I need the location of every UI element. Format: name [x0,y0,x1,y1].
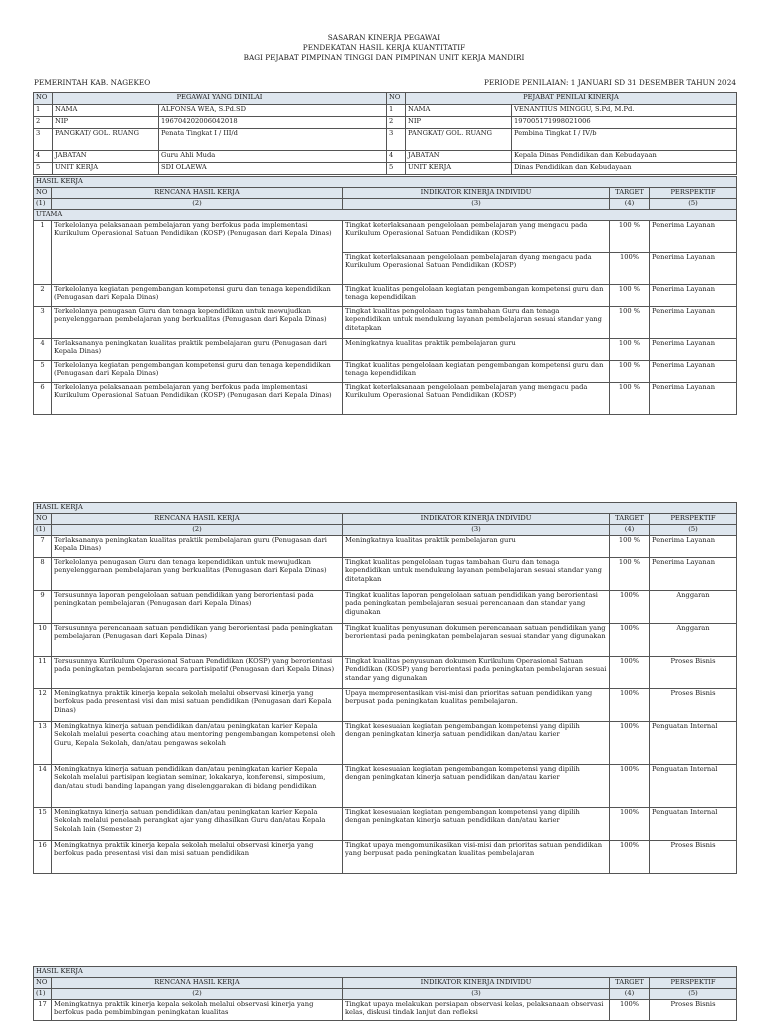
section-title: HASIL KERJA [34,503,737,514]
row-target: 100% [610,1000,650,1021]
col-rhk: RENCANA HASIL KERJA [52,514,343,525]
row-target: 100% [610,841,650,874]
section-title: HASIL KERJA [34,177,737,188]
row-perspektif: Proses Bisnis [650,1000,737,1021]
id-row-no: 2 [387,117,406,129]
table-row [34,841,737,874]
col-no: NO [34,188,52,199]
row-iki: Tingkat kesesuaian kegiatan pengembangan kompetensi yang dipilih dengan peningkatan kinerja satuan pendidikan dan/atau karier [343,808,610,841]
row-perspektif: Proses Bisnis [650,657,737,689]
table-row [34,307,737,339]
government-label: PEMERINTAH KAB. NAGEKEO [34,78,151,87]
table-row [34,624,737,657]
row-perspektif: Penerima Layanan [650,361,737,383]
document-subtitle: PENDEKATAN HASIL KERJA KUANTITATIF [302,43,466,52]
assessor-nip: 197005171998021006 [512,117,737,129]
col-rhk: RENCANA HASIL KERJA [52,978,343,989]
row-target: 100% [610,657,650,689]
col-num: (1) [34,525,52,536]
id-row-no: 1 [34,105,53,117]
id-row-label: PANGKAT/ GOL. RUANG [406,129,512,151]
row-no: 5 [34,361,52,383]
id-row-no: 3 [387,129,406,151]
row-rhk: Tersusunnya laporan pengelolaan satuan pendidikan yang berorientasi pada peningkatan pembelajaran (Penugasan dari Kepala Dinas) [52,591,343,624]
col-iki: INDIKATOR KINERJA INDIVIDU [343,978,610,989]
row-no: 12 [34,689,52,722]
row-rhk: Terlaksananya peningkatan kualitas praktik pembelajaran guru (Penugasan dari Kepala Dinas) [52,536,343,558]
row-iki: Tingkat upaya melakukan persiapan observasi kelas, pelaksanaan observasi kelas, diskusi tindak lanjut dan refleksi [343,1000,610,1021]
id-row-no: 5 [387,163,406,175]
col-iki: INDIKATOR KINERJA INDIVIDU [343,188,610,199]
row-no: 17 [34,1000,52,1021]
row-no: 2 [34,285,52,307]
row-iki: Tingkat kesesuaian kegiatan pengembangan kompetensi yang dipilih dengan peningkatan kinerja satuan pendidikan dan/atau karier [343,722,610,765]
id-row-no: 2 [34,117,53,129]
row-rhk: Tersusunnya perencanaan satuan pendidikan yang berorientasi pada peningkatan pembelajaran (Penugasan dari Kepala Dinas) [52,624,343,657]
row-perspektif: Penerima Layanan [650,558,737,591]
row-perspektif: Anggaran [650,624,737,657]
table-row [34,591,737,624]
id-row-no: 1 [387,105,406,117]
col-target: TARGET [610,188,650,199]
table-row [34,536,737,558]
id-row-no: 4 [387,151,406,163]
table-row [34,221,737,253]
identity-table [33,92,737,175]
row-target: 100 % [610,285,650,307]
employee-position: Guru Ahli Muda [159,151,387,163]
col-no: NO [34,978,52,989]
row-iki: Tingkat upaya mengomunikasikan visi-misi dan prioritas satuan pendidikan yang berpusat pada peningkatan kualitas pembelajaran [343,841,610,874]
col-rhk: RENCANA HASIL KERJA [52,188,343,199]
row-iki: Meningkatnya kualitas praktik pembelajaran guru [343,536,610,558]
col-num: (2) [52,989,343,1000]
table-row [34,1000,737,1021]
id-row-label: JABATAN [53,151,159,163]
row-target: 100 % [610,307,650,339]
row-iki: Tingkat keterlaksanaan pengelolaan pembelajaran yang mengacu pada Kurikulum Operasional Satuan Pendidikan (KOSP) [343,383,610,415]
row-target: 100% [610,722,650,765]
row-iki: Upaya mempresentasikan visi-misi dan prioritas satuan pendidikan yang berpusat pada peningkatan kualitas pembelajaran. [343,689,610,722]
assessor-rank: Pembina Tingkat I / IV/b [512,129,737,151]
row-rhk: Meningkatnya praktik kinerja kepala sekolah melalui observasi kinerja yang berfokus pada presentasi visi dan misi satuan pendidikan [52,841,343,874]
col-num: (4) [610,525,650,536]
col-perspektif: PERSPEKTIF [650,188,737,199]
results-table-2 [33,502,737,874]
row-no: 13 [34,722,52,765]
row-rhk: Tersusunnya Kurikulum Operasional Satuan Pendidikan (KOSP) yang berorientasi pada peningkatan pembelajaran secara partisipatif (Penugasan dari Kepala Dinas) [52,657,343,689]
id-row-no: 3 [34,129,53,151]
col-num: (5) [650,199,737,210]
row-perspektif: Penerima Layanan [650,221,737,253]
row-rhk: Meningkatnya kinerja satuan pendidikan dan/atau peningkatan karier Kepala Sekolah melalui partisipan kegiatan seminar, lokakarya, konferensi, simposium, dan/atau studi banding lapangan yang diselenggarakan di bidang pendidikan [52,765,343,808]
id-row-label: UNIT KERJA [406,163,512,175]
assessment-period: PERIODE PENILAIAN: 1 JANUARI SD 31 DESEMBER TAHUN 2024 [484,78,736,87]
table-row [34,808,737,841]
row-iki: Tingkat kualitas pengelolaan kegiatan pengembangan kompetensi guru dan tenaga kependidikan [343,285,610,307]
table-row [34,383,737,415]
row-target: 100% [610,624,650,657]
row-iki: Tingkat kualitas pengelolaan kegiatan pengembangan kompetensi guru dan tenaga kependidikan [343,361,610,383]
row-target: 100% [610,591,650,624]
table-row [34,285,737,307]
assessor-name: VENANTIUS MINGGU, S.Pd, M.Pd. [512,105,737,117]
row-iki: Tingkat keterlaksanaan pengelolaan pembelajaran dyang mengacu pada Kurikulum Operasional Satuan Pendidikan (KOSP) [343,253,610,285]
results-table-3 [33,966,737,1021]
row-iki: Tingkat kualitas laporan pengelolaan satuan pendidikan yang berorientasi pada peningkatan pembelajaran sesuai perencanaan dan standar yang digunakan [343,591,610,624]
row-iki: Tingkat kesesuaian kegiatan pengembangan kompetensi yang dipilih dengan peningkatan kinerja satuan pendidikan dan/atau karier [343,765,610,808]
table-row [34,657,737,689]
row-perspektif: Proses Bisnis [650,689,737,722]
row-target: 100% [610,253,650,285]
row-no: 15 [34,808,52,841]
document-title: SASARAN KINERJA PEGAWAI [327,33,441,42]
id-row-label: NIP [53,117,159,129]
row-no: 11 [34,657,52,689]
row-no: 1 [34,221,52,285]
row-no: 6 [34,383,52,415]
row-perspektif: Penerima Layanan [650,536,737,558]
table-row [34,722,737,765]
col-target: TARGET [610,978,650,989]
col-num: (5) [650,989,737,1000]
row-no: 4 [34,339,52,361]
row-no: 9 [34,591,52,624]
id-row-label: NAMA [53,105,159,117]
col-perspektif: PERSPEKTIF [650,514,737,525]
row-iki: Tingkat kualitas pengelolaan tugas tambahan Guru dan tenaga kependidikan untuk mendukung layanan pembelajaran sesuai standar yang ditetapkan [343,307,610,339]
table-row [34,689,737,722]
results-table-1 [33,176,737,415]
id-row-label: NAMA [406,105,512,117]
id-row-label: PANGKAT/ GOL. RUANG [53,129,159,151]
row-iki: Tingkat kualitas pengelolaan tugas tambahan Guru dan tenaga kependidikan untuk mendukung layanan pembelajaran sesuai standar yang ditetapkan [343,558,610,591]
row-perspektif: Penguatan Internal [650,808,737,841]
row-no: 3 [34,307,52,339]
table-row [34,361,737,383]
row-perspektif: Anggaran [650,591,737,624]
row-perspektif: Proses Bisnis [650,841,737,874]
id-row-no: 4 [34,151,53,163]
row-no: 14 [34,765,52,808]
row-target: 100 % [610,536,650,558]
col-num: (4) [610,989,650,1000]
row-perspektif: Penerima Layanan [650,383,737,415]
row-no: 10 [34,624,52,657]
row-target: 100 % [610,339,650,361]
row-target: 100 % [610,558,650,591]
id-row-label: JABATAN [406,151,512,163]
row-no: 16 [34,841,52,874]
row-target: 100% [610,808,650,841]
id-no-header: NO [34,93,53,105]
row-perspektif: Penerima Layanan [650,285,737,307]
row-rhk: Terkelolanya pelaksanaan pembelajaran yang berfokus pada implementasi Kurikulum Operasional Satuan Pendidikan (KOSP) (Penugasan dari Kepala Dinas) [52,383,343,415]
col-num: (5) [650,525,737,536]
document-subtitle-2: BAGI PEJABAT PIMPINAN TINGGI DAN PIMPINAN UNIT KERJA MANDIRI [243,53,525,62]
row-perspektif: Penguatan Internal [650,765,737,808]
table-row [34,339,737,361]
row-rhk: Meningkatnya praktik kinerja kepala sekolah melalui observasi kinerja yang berfokus pada pembimbingan peningkatan kualitas [52,1000,343,1021]
row-iki: Tingkat kualitas penyusunan dokumen perencanaan satuan pendidikan yang berorientasi pada peningkatan pembelajaran sesuai standar yang digunakan [343,624,610,657]
id-row-label: UNIT KERJA [53,163,159,175]
category-utama: UTAMA [34,210,737,221]
assessed-employee-header: PEGAWAI YANG DINILAI [53,93,387,105]
col-num: (1) [34,989,52,1000]
row-perspektif: Penguatan Internal [650,722,737,765]
id-no-header: NO [387,93,406,105]
col-num: (2) [52,525,343,536]
col-num: (4) [610,199,650,210]
row-target: 100 % [610,383,650,415]
col-num: (3) [343,199,610,210]
row-rhk: Terkelolanya penugasan Guru dan tenaga kependidikan untuk mewujudkan penyelenggaraan pembelajaran yang berkualitas (Penugasan dari Kepala Dinas) [52,558,343,591]
col-num: (1) [34,199,52,210]
row-rhk: Meningkatnya praktik kinerja kepala sekolah melalui observasi kinerja yang berfokus pada presentasi visi dan misi satuan pendidikan (Penugasan dari Kepala Dinas) [52,689,343,722]
row-rhk: Terkelolanya kegiatan pengembangan kompetensi guru dan tenaga kependidikan (Penugasan dari Kepala Dinas) [52,361,343,383]
col-iki: INDIKATOR KINERJA INDIVIDU [343,514,610,525]
table-row [34,765,737,808]
employee-nip: 196704202006042018 [159,117,387,129]
table-row [34,558,737,591]
col-num: (3) [343,525,610,536]
row-iki: Tingkat kualitas penyusunan dokumen Kurikulum Operasional Satuan Pendidikan (KOSP) yang berorientasi pada peningkatan pembelajaran sesuai standar yang digunakan [343,657,610,689]
col-num: (2) [52,199,343,210]
row-perspektif: Penerima Layanan [650,307,737,339]
row-rhk: Terkelolanya penugasan Guru dan tenaga kependidikan untuk mewujudkan penyelenggaraan pembelajaran yang berkualitas (Penugasan dari Kepala Dinas) [52,307,343,339]
col-no: NO [34,514,52,525]
row-iki: Tingkat keterlaksanaan pengelolaan pembelajaran yang mengacu pada Kurikulum Operasional Satuan Pendidikan (KOSP) [343,221,610,253]
id-row-label: NIP [406,117,512,129]
row-iki: Meningkatnya kualitas praktik pembelajaran guru [343,339,610,361]
row-rhk: Meningkatnya kinerja satuan pendidikan dan/atau peningkatan karier Kepala Sekolah melalui peserta coaching atau mentoring pengembangan kompetensi oleh Guru, Kepala Sekolah, dan/atau pengawas sekolah [52,722,343,765]
col-num: (3) [343,989,610,1000]
assessor-unit: Dinas Pendidikan dan Kebudayaan [512,163,737,175]
col-perspektif: PERSPEKTIF [650,978,737,989]
row-rhk: Terkelolanya kegiatan pengembangan kompetensi guru dan tenaga kependidikan (Penugasan dari Kepala Dinas) [52,285,343,307]
employee-rank: Penata Tingkat I / III/d [159,129,387,151]
row-rhk: Meningkatnya kinerja satuan pendidikan dan/atau peningkatan karier Kepala Sekolah melalui penelaah perangkat ajar yang dihasilkan Guru dan/atau Kepala Sekolah lain (Semester 2) [52,808,343,841]
row-no: 7 [34,536,52,558]
section-title: HASIL KERJA [34,967,737,978]
row-rhk: Terlaksananya peningkatan kualitas praktik pembelajaran guru (Penugasan dari Kepala Dinas) [52,339,343,361]
col-target: TARGET [610,514,650,525]
assessor-position: Kepala Dinas Pendidikan dan Kebudayaan [512,151,737,163]
employee-name: ALFONSA WEA, S.Pd.SD [159,105,387,117]
row-target: 100% [610,765,650,808]
assessor-header: PEJABAT PENILAI KINERJA [406,93,737,105]
row-no: 8 [34,558,52,591]
id-row-no: 5 [34,163,53,175]
row-target: 100 % [610,361,650,383]
row-rhk: Terkelolanya pelaksanaan pembelajaran yang berfokus pada implementasi Kurikulum Operasional Satuan Pendidikan (KOSP) (Penugasan dari Kepala Dinas) [52,221,343,285]
row-target: 100% [610,689,650,722]
row-target: 100 % [610,221,650,253]
employee-unit: SDI OLAEWA [159,163,387,175]
row-perspektif: Penerima Layanan [650,339,737,361]
row-perspektif: Penerima Layanan [650,253,737,285]
